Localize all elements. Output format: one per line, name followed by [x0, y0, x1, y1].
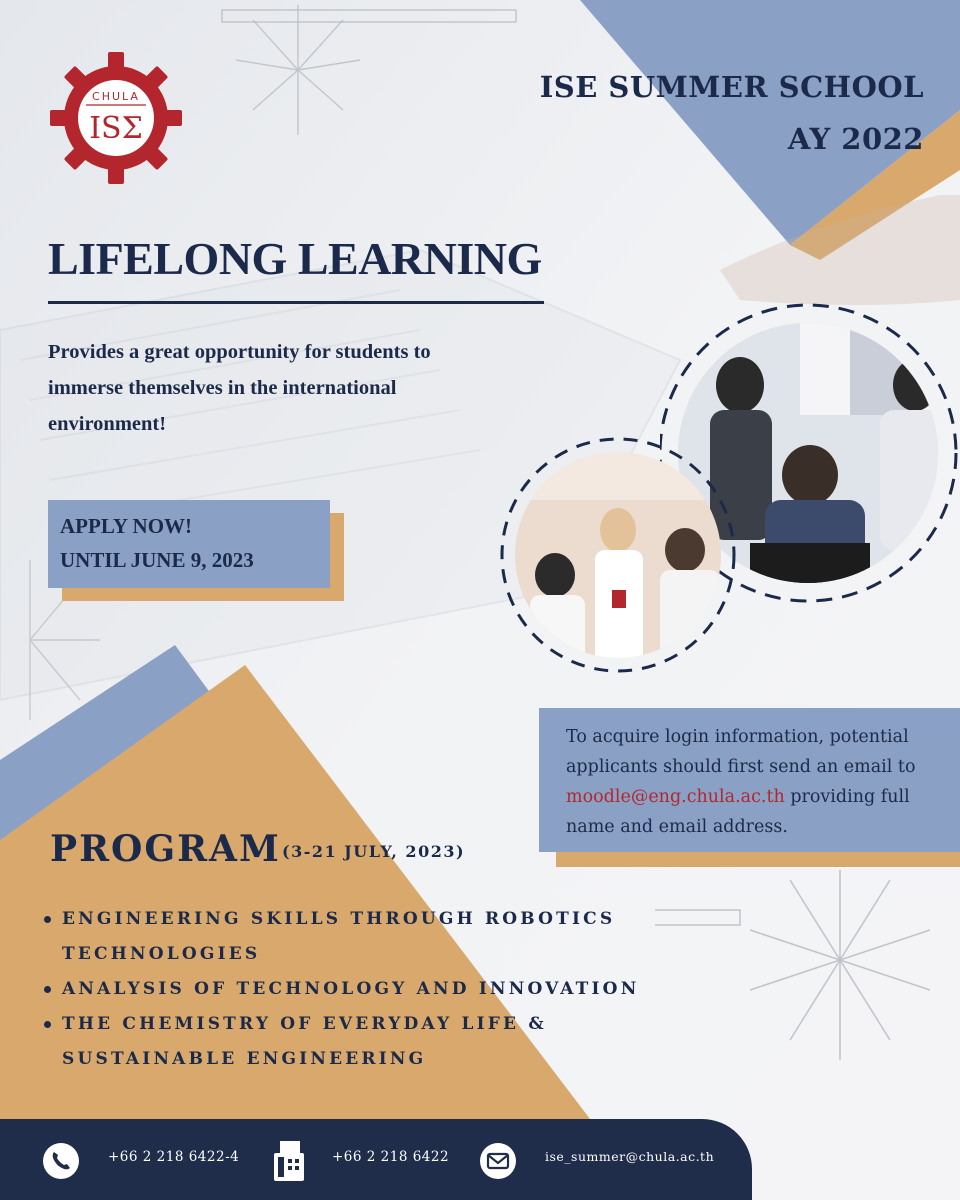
intro-line: environment! — [48, 413, 167, 435]
program-list — [40, 902, 700, 1077]
moodle-email-link[interactable]: moodle@eng.chula.ac.th — [566, 787, 785, 807]
chula-ise-logo — [50, 52, 182, 184]
program-item: THE CHEMISTRY OF EVERYDAY LIFE & SUSTAINABLE ENGINEERING — [40, 1007, 642, 1077]
mail-icon — [480, 1143, 516, 1179]
header-title-line1: ISE SUMMER SCHOOL — [539, 70, 924, 104]
apply-box — [48, 500, 330, 588]
program-item: ANALYSIS OF TECHNOLOGY AND INNOVATION — [40, 972, 700, 1007]
intro-text — [48, 334, 548, 442]
photo-circle-small — [500, 430, 740, 675]
info-text — [566, 722, 951, 842]
logo-text-main: ISΣ — [89, 111, 143, 146]
page-title: LIFELONG LEARNING — [48, 233, 542, 284]
fax-icon — [272, 1141, 306, 1181]
footer-bar — [0, 1119, 752, 1200]
info-box — [539, 708, 960, 852]
header-title-line2: AY 2022 — [787, 122, 924, 156]
footer-phone[interactable]: +66 2 218 6422-4 — [108, 1149, 240, 1165]
program-title: PROGRAM — [50, 828, 281, 870]
footer-email[interactable]: ise_summer@chula.ac.th — [545, 1149, 715, 1164]
phone-icon — [43, 1143, 79, 1179]
title-underline — [48, 301, 544, 304]
apply-now-label: APPLY NOW! — [60, 514, 193, 538]
program-item: ENGINEERING SKILLS THROUGH ROBOTICS TECHNOLOGIES — [40, 902, 662, 972]
program-dates: (3-21 JULY, 2023) — [282, 842, 466, 861]
intro-line: Provides a great opportunity for students to — [48, 341, 431, 363]
logo-text-top: CHULA — [92, 90, 140, 103]
intro-line: immerse themselves in the international — [48, 377, 397, 399]
info-text-before: To acquire login information, potential applicants should first send an email to — [566, 727, 916, 777]
info-text-after: providing full name and email address. — [566, 787, 910, 837]
apply-deadline: UNTIL JUNE 9, 2023 — [60, 548, 254, 572]
footer-fax[interactable]: +66 2 218 6422 — [332, 1149, 450, 1165]
